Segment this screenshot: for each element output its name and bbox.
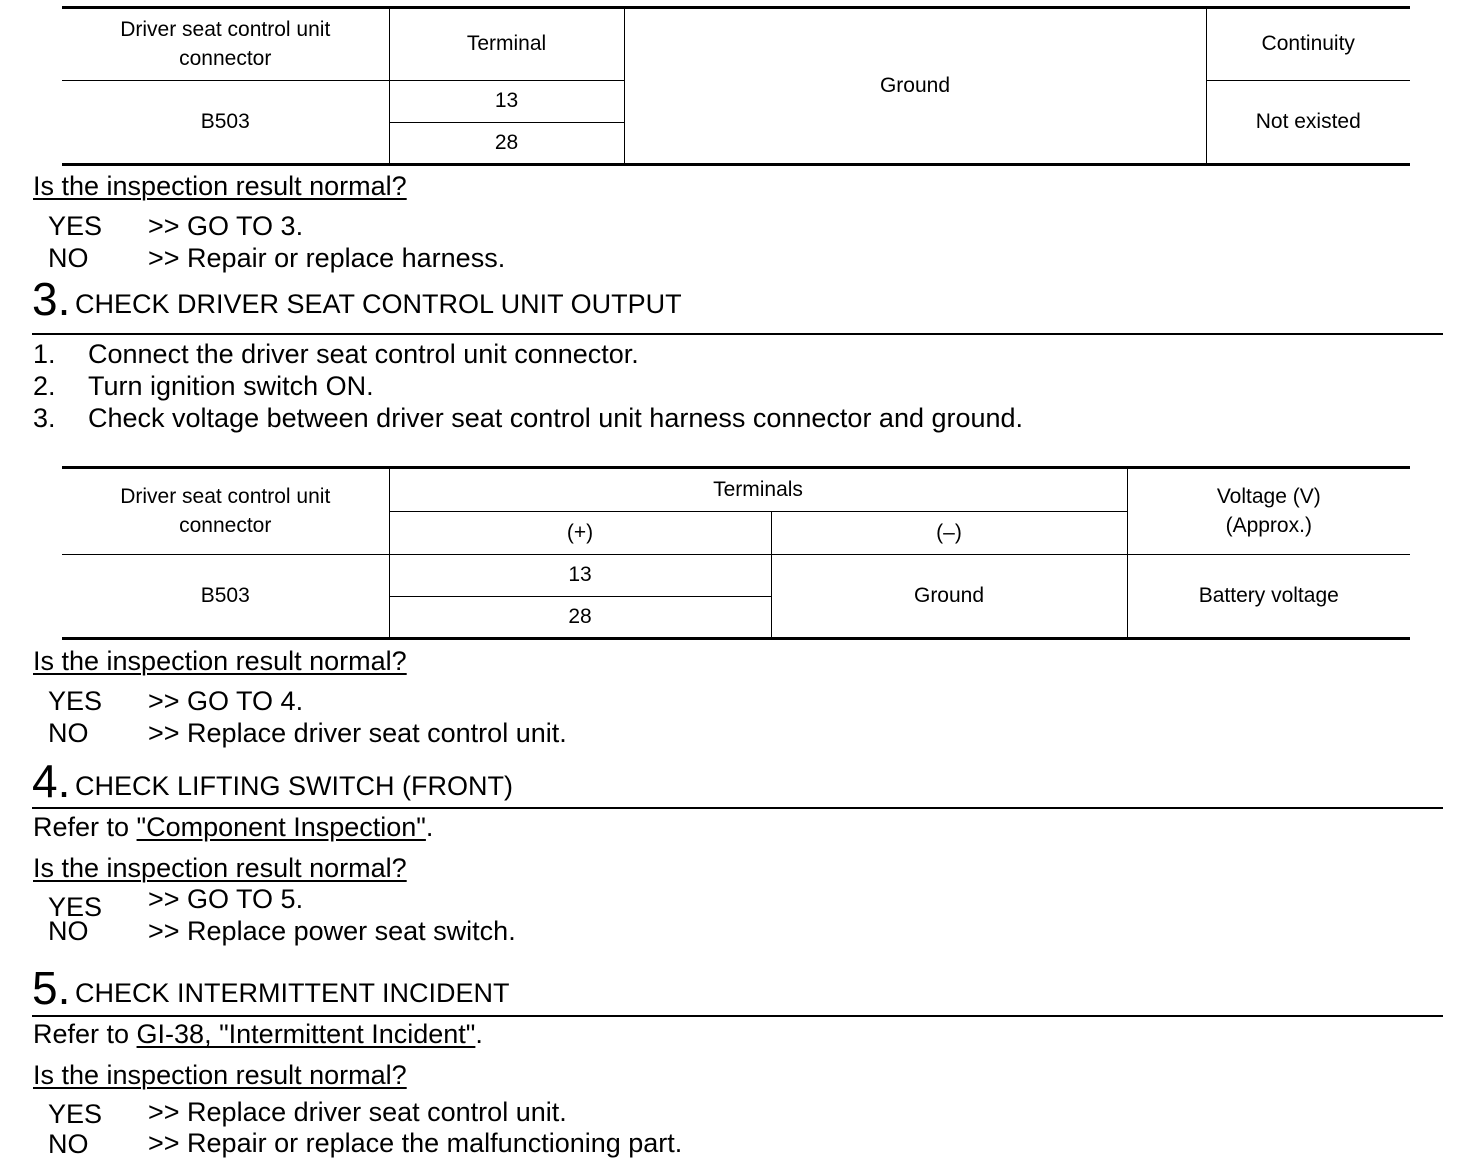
yes-action: >> Replace driver seat control unit.: [148, 1097, 567, 1127]
terminal-cell: 13: [389, 81, 624, 123]
refer-text: [33, 1021, 483, 1048]
inspection-question: Is the inspection result normal?: [33, 1060, 407, 1090]
inspection-question: Is the inspection result normal?: [33, 171, 407, 201]
no-label: NO: [48, 718, 89, 748]
no-action: >> Replace driver seat control unit.: [148, 718, 567, 748]
refer-prefix: Refer to: [33, 812, 137, 842]
list-item-number: 2.: [33, 371, 56, 401]
minus-cell: Ground: [771, 555, 1127, 639]
no-action: >> Repair or replace the malfunctioning part.: [148, 1128, 683, 1158]
list-item: Connect the driver seat control unit connector.: [88, 339, 639, 369]
ground-cell: Ground: [624, 8, 1206, 165]
component-inspection-link[interactable]: "Component Inspection": [136, 812, 426, 842]
step-title: CHECK DRIVER SEAT CONTROL UNIT OUTPUT: [75, 289, 682, 319]
yes-action: >> GO TO 5.: [148, 884, 304, 914]
intermittent-incident-link[interactable]: GI-38, "Intermittent Incident": [136, 1019, 476, 1049]
header-voltage: Voltage (V) (Approx.): [1127, 468, 1410, 555]
header-continuity: Continuity: [1206, 8, 1410, 81]
continuity-table: [62, 6, 1410, 166]
inspection-question: Is the inspection result normal?: [33, 646, 407, 676]
list-item-number: 3.: [33, 403, 56, 433]
continuity-cell: Not existed: [1206, 81, 1410, 165]
header-connector: Driver seat control unit connector: [62, 468, 389, 555]
section-divider: [32, 807, 1443, 809]
step-number: 3.: [32, 273, 71, 325]
section-divider: [32, 333, 1443, 335]
yes-label: YES: [48, 211, 103, 241]
inspection-question: Is the inspection result normal?: [33, 853, 407, 883]
no-label: NO: [48, 1129, 89, 1159]
yes-label: YES: [48, 1099, 103, 1129]
header-plus: (+): [389, 512, 771, 555]
terminal-cell: 13: [389, 555, 771, 597]
step-number: 4.: [32, 755, 71, 807]
voltage-table: [62, 466, 1410, 640]
no-label: NO: [48, 916, 89, 946]
refer-suffix: .: [425, 812, 434, 842]
section-divider: [32, 1015, 1443, 1017]
header-minus: (–): [771, 512, 1127, 555]
refer-suffix: .: [475, 1019, 483, 1049]
yes-label: YES: [48, 686, 103, 716]
terminal-cell: 28: [389, 597, 771, 639]
step-title: CHECK LIFTING SWITCH (FRONT): [75, 771, 513, 801]
refer-prefix: Refer to: [33, 1019, 137, 1049]
connector-cell: B503: [62, 555, 389, 639]
list-item: Check voltage between driver seat control unit harness connector and ground.: [88, 403, 1024, 433]
no-label: NO: [48, 243, 89, 273]
yes-action: >> GO TO 4.: [148, 686, 304, 716]
refer-text: [33, 814, 433, 841]
voltage-cell: Battery voltage: [1127, 555, 1410, 639]
no-action: >> Repair or replace harness.: [148, 243, 506, 273]
step-title: CHECK INTERMITTENT INCIDENT: [75, 978, 510, 1008]
terminal-cell: 28: [389, 123, 624, 165]
header-terminal: Terminal: [389, 8, 624, 81]
connector-cell: B503: [62, 81, 389, 165]
step-number: 5.: [32, 962, 71, 1014]
list-item-number: 1.: [33, 339, 56, 369]
header-connector: Driver seat control unit connector: [62, 8, 389, 81]
header-terminals: Terminals: [389, 468, 1127, 512]
yes-label: YES: [48, 892, 103, 922]
no-action: >> Replace power seat switch.: [148, 916, 516, 946]
yes-action: >> GO TO 3.: [148, 211, 304, 241]
list-item: Turn ignition switch ON.: [88, 371, 374, 401]
